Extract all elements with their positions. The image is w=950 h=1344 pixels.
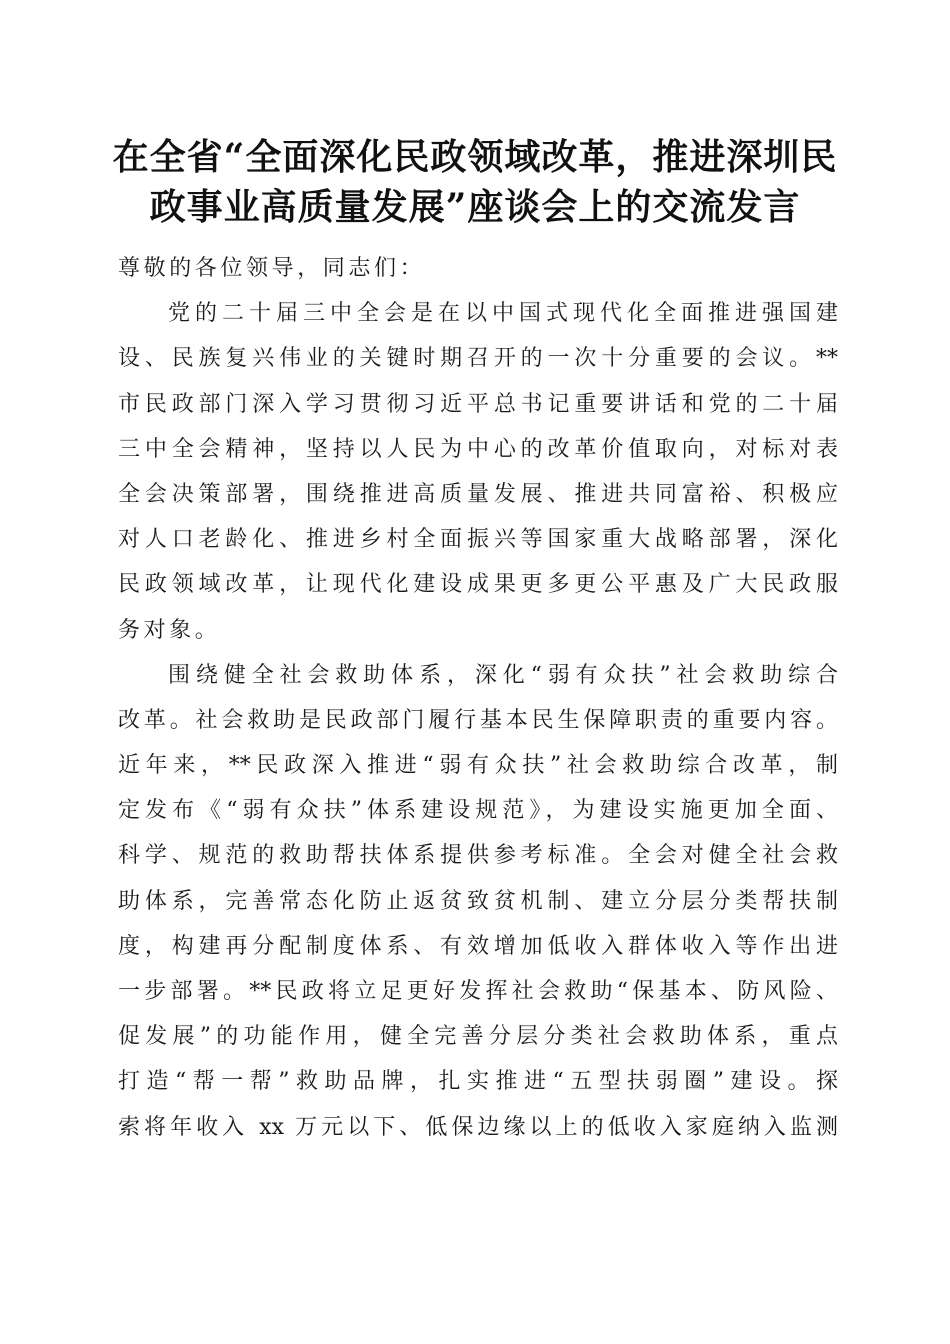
paragraph-line: 对人口老龄化、推进乡村全面振兴等国家重大战略部署，深化	[118, 527, 838, 553]
paragraph-line: 改革。社会救助是民政部门履行基本民生保障职责的重要内容。	[118, 707, 838, 733]
document-body	[118, 246, 838, 1150]
paragraph-line: 围绕健全社会救助体系，深化“弱有众扶”社会救助综合	[168, 662, 838, 688]
paragraph-line: 打造“帮一帮”救助品牌，扎实推进“五型扶弱圈”建设。探	[118, 1069, 838, 1095]
paragraph-line: 近年来，**民政深入推进“弱有众扶”社会救助综合改革，制	[118, 753, 838, 779]
document-title	[100, 132, 850, 232]
paragraph-line: 定发布《“弱有众扶”体系建设规范》，为建设实施更加全面、	[118, 798, 838, 824]
paragraph-line: 度，构建再分配制度体系、有效增加低收入群体收入等作出进	[118, 933, 838, 959]
paragraph-line: 党的二十届三中全会是在以中国式现代化全面推进强国建	[168, 301, 838, 327]
paragraph-line: 一步部署。**民政将立足更好发挥社会救助“保基本、防风险、	[118, 979, 838, 1004]
paragraph-line: 务对象。	[118, 617, 221, 643]
paragraph-line: 科学、规范的救助帮扶体系提供参考标准。全会对健全社会救	[118, 843, 838, 869]
paragraph-line: 全会决策部署，围绕推进高质量发展、推进共同富裕、积极应	[118, 481, 838, 507]
paragraph-line: 助体系，完善常态化防止返贫致贫机制、建立分层分类帮扶制	[118, 888, 838, 914]
paragraph-line: 市民政部门深入学习贯彻习近平总书记重要讲话和党的二十届	[118, 391, 838, 417]
salutation: 尊敬的各位领导，同志们：	[118, 256, 426, 281]
paragraph-line: 设、民族复兴伟业的关键时期召开的一次十分重要的会议。**	[118, 346, 838, 372]
paragraph-line: 促发展”的功能作用，健全完善分层分类社会救助体系，重点	[118, 1024, 838, 1050]
title-line: 政事业高质量发展”座谈会上的交流发言	[149, 186, 801, 228]
title-line: 在全省“全面深化民政领域改革，推进深圳民	[112, 136, 838, 178]
paragraph-line: 三中全会精神，坚持以人民为中心的改革价值取向，对标对表	[118, 436, 838, 462]
paragraph-line: 索将年收入 xx 万元以下、低保边缘以上的低收入家庭纳入监测	[118, 1114, 838, 1140]
paragraph-line: 民政领域改革，让现代化建设成果更多更公平惠及广大民政服	[118, 572, 838, 598]
